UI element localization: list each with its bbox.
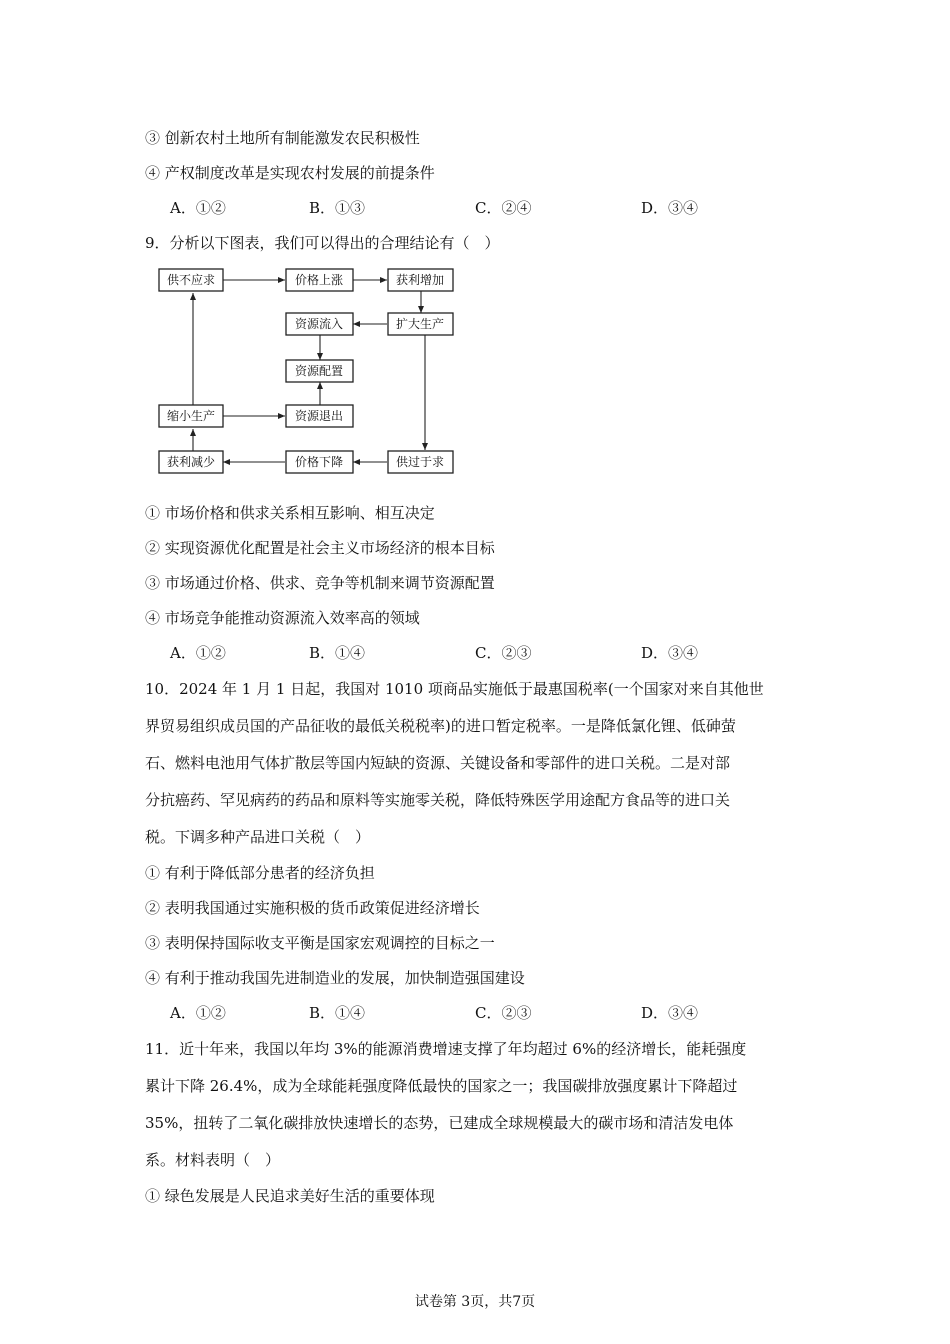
q10-option-b[interactable]: B．①④ [309,1004,366,1022]
box-shrink [159,405,223,427]
box-price-down-label: 价格下降 [294,455,344,469]
box-resource-in-label: 资源流入 [294,317,344,331]
q9-options [145,643,845,663]
q9-option-b[interactable]: B．①④ [309,644,366,662]
q10-stem-line-5: 税。下调多种产品进口关税（ ） [145,828,371,846]
q8-option-b[interactable]: B．①③ [309,199,366,217]
q10-options [145,1003,845,1023]
box-resource-in [286,313,353,335]
q8-statement-4: ④ 产权制度改革是实现农村发展的前提条件 [145,164,435,182]
box-price-down [286,451,353,473]
q8-option-a[interactable]: A．①② [170,199,226,217]
q9-stem: 9．分析以下图表，我们可以得出的合理结论有（ ） [145,234,500,252]
q9-statement-4: ④ 市场竞争能推动资源流入效率高的领域 [145,609,420,627]
box-profit-up-label: 获利增加 [395,273,445,287]
q8-options [145,198,845,218]
q11-stem-line-2: 累计下降 26.4%，成为全球能耗强度降低最快的国家之一；我国碳排放强度累计下降超过 [145,1077,738,1095]
q11-stem-line-4: 系。材料表明（ ） [145,1151,281,1169]
market-mechanism-diagram [155,265,455,477]
box-expand-label: 扩大生产 [395,317,445,331]
q10-stem-line-4: 分抗癌药、罕见病药的药品和原料等实施零关税，降低特殊医学用途配方食品等的进口关 [145,791,731,809]
q9-statement-1: ① 市场价格和供求关系相互影响、相互决定 [145,504,435,522]
q8-option-c[interactable]: C．②④ [475,199,532,217]
box-supply-short-label: 供不应求 [166,273,216,287]
q9-statement-2: ② 实现资源优化配置是社会主义市场经济的根本目标 [145,539,495,557]
box-shrink-label: 缩小生产 [166,409,216,423]
box-price-up [286,269,353,291]
box-price-up-label: 价格上涨 [294,273,344,287]
q9-option-d[interactable]: D．③④ [641,644,699,662]
box-allocation [286,360,353,382]
q10-option-d[interactable]: D．③④ [641,1004,699,1022]
q10-option-c[interactable]: C．②③ [475,1004,532,1022]
box-profit-down-label: 获利减少 [166,455,216,469]
box-expand [388,313,453,335]
q10-option-a[interactable]: A．①② [170,1004,226,1022]
box-supply-short [159,269,223,291]
q10-statement-3: ③ 表明保持国际收支平衡是国家宏观调控的目标之一 [145,934,495,952]
box-supply-excess [388,451,453,473]
box-resource-out [286,405,353,427]
q8-option-d[interactable]: D．③④ [641,199,699,217]
q10-statement-4: ④ 有利于推动我国先进制造业的发展，加快制造强国建设 [145,969,525,987]
q10-statement-2: ② 表明我国通过实施积极的货币政策促进经济增长 [145,899,480,917]
box-profit-down [159,451,223,473]
q9-option-c[interactable]: C．②③ [475,644,532,662]
q9-statement-3: ③ 市场通过价格、供求、竞争等机制来调节资源配置 [145,574,495,592]
q11-statement-1: ① 绿色发展是人民追求美好生活的重要体现 [145,1187,435,1205]
box-resource-out-label: 资源退出 [294,409,344,423]
box-supply-excess-label: 供过于求 [395,455,445,469]
q8-statement-3: ③ 创新农村土地所有制能激发农民积极性 [145,129,420,147]
q9-option-a[interactable]: A．①② [170,644,226,662]
q10-stem-line-2: 界贸易组织成员国的产品征收的最低关税税率)的进口暂定税率。一是降低氯化锂、低砷萤 [145,717,736,735]
box-allocation-label: 资源配置 [294,364,344,378]
page-footer: 试卷第 3页，共7页 [414,1294,536,1310]
box-profit-up [388,269,453,291]
q11-stem-line-1: 11．近十年来，我国以年均 3%的能源消费增速支撑了年均超过 6%的经济增长，能耗强度 [145,1040,747,1058]
q10-stem-line-1: 10．2024 年 1 月 1 日起，我国对 1010 项商品实施低于最惠国税率(一个国家对来自其他世 [145,680,764,698]
q10-statement-1: ① 有利于降低部分患者的经济负担 [145,864,375,882]
q10-stem-line-3: 石、燃料电池用气体扩散层等国内短缺的资源、关键设备和零部件的进口关税。二是对部 [145,754,731,772]
q11-stem-line-3: 35%，扭转了二氧化碳排放快速增长的态势，已建成全球规模最大的碳市场和清洁发电体 [145,1114,734,1132]
